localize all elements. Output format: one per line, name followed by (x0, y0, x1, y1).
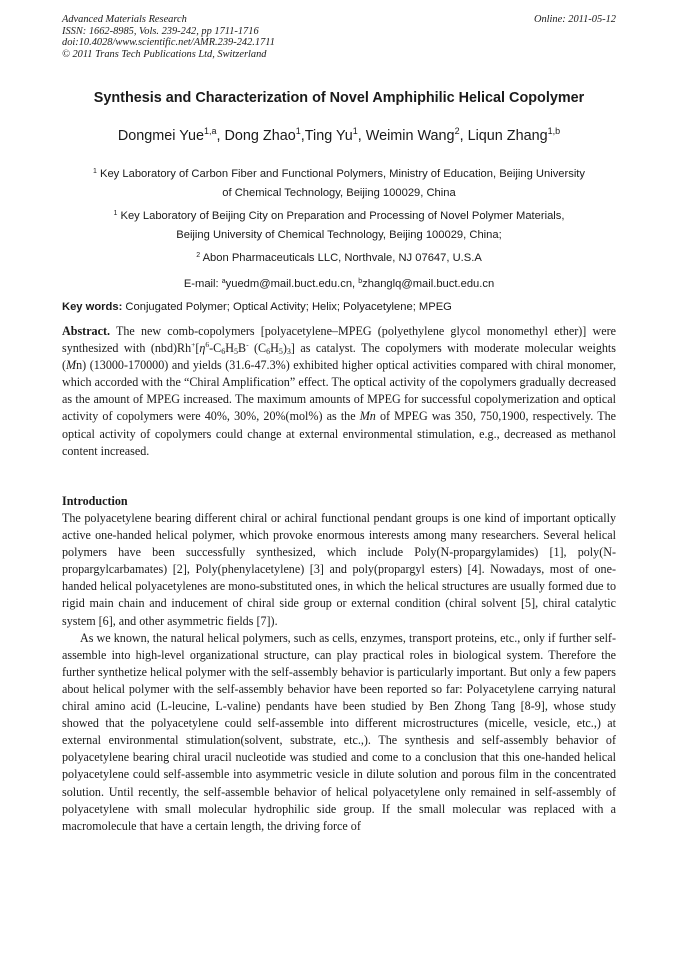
affiliation-2 (62, 207, 616, 245)
abstract-text: of MPEG was 350, 750,1900, respectively. The optical activity of copolymers could change at external environmental stimulation, e.g., decreased as methanol content increased. (62, 409, 616, 458)
journal-issn: ISSN: 1662-8985, Vols. 239-242, pp 1711-1716 (62, 25, 259, 37)
superscript: - (246, 340, 249, 350)
abstract-text: n) (13000-170000) and yields (31.6-47.3%) exhibited higher optical activities compared with chiral monomer, which accorded with the “Chiral Amplification” effect. The optical activity of the copolymers gradually decreased as the amount of MPEG increased. The maximum amounts of MPEG for successful copolymerization and optical activity of copolymers were 40%, 30%, 20%(mol%) as the (62, 358, 616, 424)
abstract-text: The new comb-copolymers [polyacetylene–MPEG (polyethylene glycol monomethyl ether)] were synthesized with (nbd)Rh (62, 324, 616, 356)
author-name: Ting Yu (304, 128, 353, 144)
abstract-text: H (225, 341, 234, 356)
affiliation-text: Beijing University of Chemical Technology, Beijing 100029, China; (176, 229, 502, 241)
subscript: 5 (278, 347, 283, 357)
subscript: 6 (266, 347, 271, 357)
affiliation-line (62, 207, 616, 226)
abstract-text: B (237, 341, 247, 356)
affiliation-1 (62, 165, 616, 203)
section-heading-introduction: Introduction (62, 494, 128, 508)
abstract-text: (C (248, 341, 267, 356)
email-mark: a (221, 278, 226, 285)
italic-symbol: Mn (359, 409, 376, 424)
affiliation-text: Key Laboratory of Beijing City on Preparation and Processing of Novel Polymer Materials, (120, 210, 565, 222)
affiliation-text: of Chemical Technology, Beijing 100029, China (222, 187, 456, 199)
author-affiliation-mark: 1,a (204, 126, 217, 136)
italic-symbol: M (66, 358, 77, 373)
author-affiliation-mark: 2 (454, 126, 460, 136)
abstract-label: Abstract. (62, 324, 111, 338)
email-mark: b (358, 278, 363, 285)
introduction-paragraph-1: The polyacetylene bearing different chiral or achiral functional pendant groups is one kind of important optically active one-handed helical polymer, which provoke enormous interests among many researchers. Several helical polymers have been successfully synthesized, which include Poly(N-propargylamides) [1], poly(N-propargylcarbamates) [2], Poly(phenylacetylene) [3] and poly(propargyl esters) [4]. Nowadays, most of one-handed helical polyacetylenes are mono-substituted ones, in which the helical structures are usually formed due to rigid main chain and inducement of chiral side group or external condition (chiral solvent [5], chiral catalytic system [6], and other asymmetric fields [7]). (62, 511, 616, 628)
author-affiliation-mark: 1 (352, 126, 358, 136)
author-affiliation-mark: 1 (295, 126, 301, 136)
abstract-paragraph (62, 323, 616, 460)
journal-doi: doi:10.4028/www.scientific.net/AMR.239-242.1711 (62, 37, 275, 49)
author-name: Liqun Zhang (467, 128, 548, 144)
subscript: 5 (233, 347, 238, 357)
affiliation-text: Key Laboratory of Carbon Fiber and Functional Polymers, Ministry of Education, Beijing University (100, 168, 586, 180)
email-line (62, 275, 616, 294)
abstract-text: H (270, 341, 279, 356)
italic-symbol: η (199, 341, 206, 356)
subscript: 3 (286, 347, 291, 357)
journal-name: Advanced Materials Research (62, 14, 187, 25)
superscript: + (191, 340, 196, 350)
abstract-text: ) (282, 341, 287, 356)
affiliation-mark: 2 (196, 252, 201, 259)
affiliation-mark: 1 (92, 168, 97, 175)
introduction-paragraph-2: As we known, the natural helical polymers, such as cells, enzymes, transport proteins, etc., only if further self-assemble into high-level organizational structure, can play practical roles in biological system. Therefore the further synthetize helical polymer with the self-assembly behavior is particularly important. But only a few papers about helical polymer with the self-assembly behavior have been reported so far: Polyacetylene carrying natural chiral amino acid (L-leucine, L-valine) pendants have been studied by Ben Zhong Tang [8-9], whose study showed that the polyacetylene could self-assemble into different microstructures (micelle, vesicle, etc.,) at external environmental stimulation(solvent, substrate, etc.,). The synthesis and self-assembly behavior of polyacetylene bearing chiral uracil nucleotide was studied and come to a conclusion that this one-handed helical polyacetylene could self-assemble into asymmetric vesicle in dilute solution and porous film in the concentrated solution. Until recently, the self-assemble behavior of helical polyacetylene only remained in self-assembly of polyacetylene with small molecular hydrophilic side group. If the small molecular was replaced with a macromolecule that have a certain length, the driving force of (62, 630, 616, 833)
subscript: 6 (221, 347, 226, 357)
email-address: yuedm@mail.buct.edu.cn (225, 278, 353, 290)
affiliation-mark: 1 (113, 210, 118, 217)
author-name: Dong Zhao (224, 128, 296, 144)
online-date: Online: 2011-05-12 (533, 14, 616, 25)
author-name: Dongmei Yue (117, 128, 205, 144)
email-label: E-mail: (183, 278, 222, 290)
journal-copyright: © 2011 Trans Tech Publications Ltd, Switzerland (62, 48, 267, 60)
superscript: 6 (205, 340, 210, 350)
author-affiliation-mark: 1,b (547, 126, 561, 136)
abstract-text: ] as catalyst. The copolymers with moderate molecular weights ( (62, 341, 616, 373)
introduction-body (62, 510, 616, 835)
email-separator: , (352, 278, 359, 290)
affiliation-line (62, 165, 616, 184)
keywords-text: Conjugated Polymer; Optical Activity; Helix; Polyacetylene; MPEG (122, 301, 452, 313)
journal-header (62, 14, 616, 60)
author-list: Dongmei Yue$^{1,a}$, Dong Zhao$^1$,Ting Yu$^1$, Weimin Wang$^2$, Liqun Zhang$^{1,b}$ (117, 126, 561, 144)
keywords-label: Key words: (62, 301, 123, 313)
abstract (62, 323, 616, 460)
abstract-text: -C (209, 341, 222, 356)
affiliation-text: Abon Pharmaceuticals LLC, Northvale, NJ 07647, U.S.A (202, 252, 482, 264)
keywords (62, 301, 616, 313)
abstract-text: [ (195, 341, 200, 356)
email-address: zhanglq@mail.buct.edu.cn (362, 278, 495, 290)
affiliation-3 (62, 249, 616, 268)
paper-title: Synthesis and Characterization of Novel Amphiphilic Helical Copolymer (93, 90, 585, 106)
author-name: Weimin Wang (365, 128, 455, 144)
